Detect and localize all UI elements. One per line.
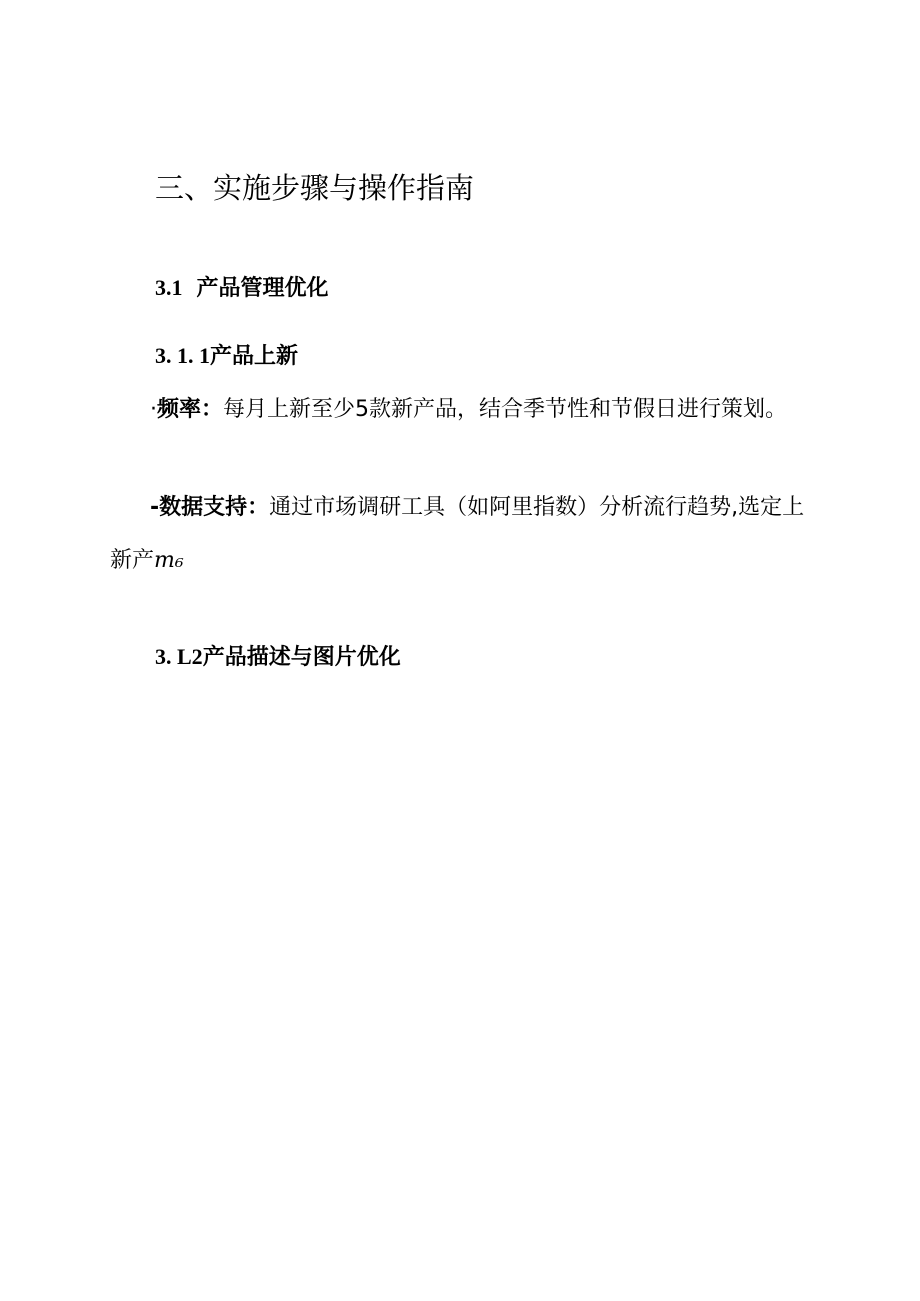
section-title: 三、实施步骤与操作指南	[155, 171, 475, 205]
item-311-title: 产品上新	[210, 344, 299, 369]
frequency-bullet: ·	[150, 397, 157, 422]
data-support-bullet: -	[150, 495, 160, 520]
frequency-term: 频率：	[157, 397, 224, 422]
item-312-number: 3. L2	[155, 644, 203, 669]
data-support-tail: m₆	[154, 548, 184, 573]
subsection-number: 3.1	[155, 275, 183, 300]
data-support-term: 数据支持：	[159, 495, 270, 520]
item-312-title: 产品描述与图片优化	[202, 645, 401, 670]
subsection-heading	[155, 272, 329, 305]
item-311-number: 3. 1. 1	[155, 343, 210, 368]
frequency-text: 每月上新至少5款新产品，结合季节性和节假日进行策划。	[223, 397, 788, 422]
subsection-title: 产品管理优化	[196, 276, 329, 301]
data-support-paragraph	[110, 481, 810, 587]
data-support-text: 通过市场调研工具（如阿里指数）分析流行趋势,选定上新产	[110, 495, 805, 573]
item-312-heading	[155, 641, 401, 674]
frequency-paragraph	[110, 383, 810, 436]
item-311-heading	[155, 340, 298, 373]
